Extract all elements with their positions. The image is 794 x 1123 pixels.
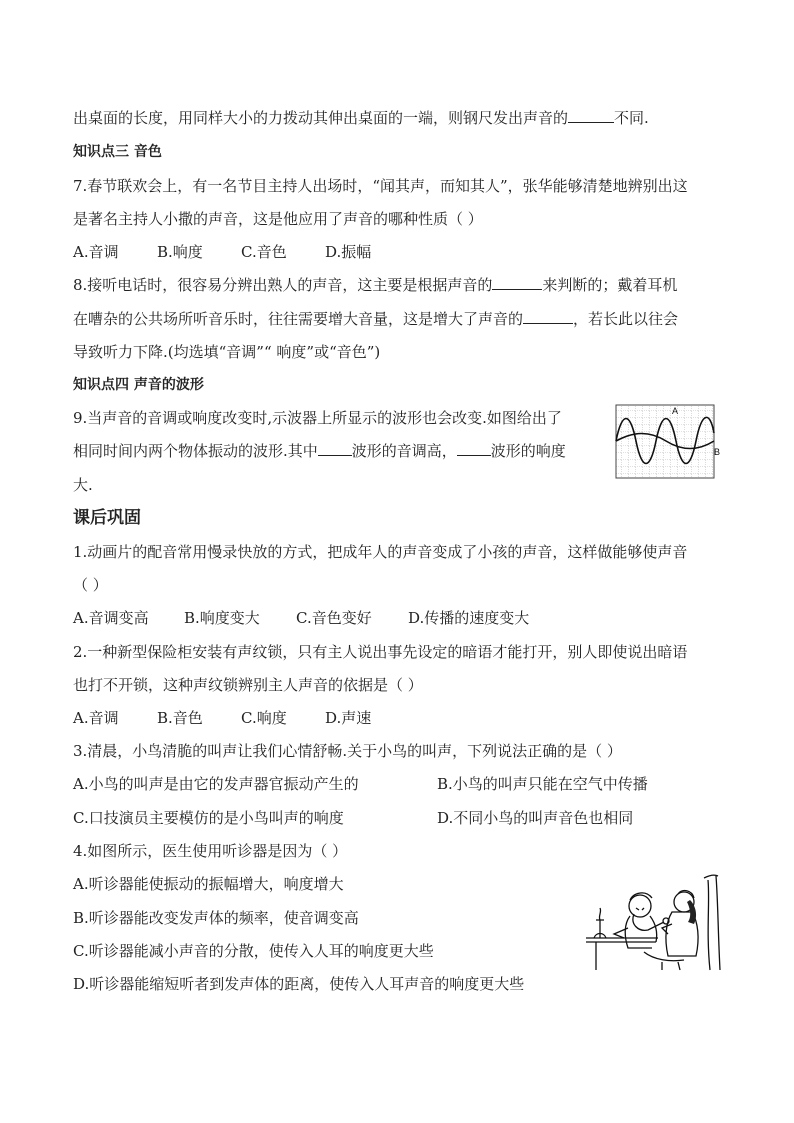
r-q4-option-b[interactable]: B.听诊器能改变发声体的频率，使音调变高 <box>73 909 359 927</box>
r-q2-option-a[interactable]: A.音调 <box>73 709 119 727</box>
q9-text: 波形的音调高， <box>351 442 457 460</box>
q7-option-b[interactable]: B.响度 <box>157 243 203 261</box>
answer-blank[interactable] <box>568 108 614 123</box>
r-q2-option-d[interactable]: D.声速 <box>325 709 372 727</box>
r-q4-line1: 4.如图所示，医生使用听诊器是因为（ ） <box>73 842 348 860</box>
q9-line2 <box>73 441 566 461</box>
r-q1-option-d[interactable]: D.传播的速度变大 <box>408 609 530 627</box>
kp4-heading: 知识点四 声音的波形 <box>73 377 204 393</box>
q7-option-c[interactable]: C.音色 <box>241 243 287 261</box>
r-q1-line1: 1.动画片的配音常用慢录快放的方式，把成年人的声音变成了小孩的声音，这样做能够使声音 <box>73 543 688 561</box>
kp3-heading: 知识点三 音色 <box>73 144 162 160</box>
r-q2-line1: 2.一种新型保险柜安装有声纹锁，只有主人说出事先设定的暗语才能打开，别人即使说出暗语 <box>73 643 688 661</box>
r-q1-line2: （ ） <box>73 576 108 594</box>
q8-text: 8.接听电话时，很容易分辨出熟人的声音，这主要是根据声音的 <box>73 276 493 294</box>
r-q3-option-c[interactable]: C.口技演员主要模仿的是小鸟叫声的响度 <box>73 809 344 827</box>
q8-text: 在嘈杂的公共场所听音乐时，往往需要增大音量，这是增大了声音的 <box>73 310 524 328</box>
oscilloscope-waveform-figure <box>614 403 722 481</box>
q7-line1: 7.春节联欢会上，有一名节目主持人出场时，“闻其声，而知其人”，张华能够清楚地辨别出这 <box>73 177 688 195</box>
r-q1-option-b[interactable]: B.响度变大 <box>184 609 260 627</box>
r-q2-option-c[interactable]: C.响度 <box>241 709 287 727</box>
q9-line3: 大. <box>73 476 93 494</box>
r-q1-option-c[interactable]: C.音色变好 <box>296 609 372 627</box>
q8-line2 <box>73 309 678 329</box>
q8-line1 <box>73 275 677 295</box>
answer-blank[interactable] <box>457 441 491 456</box>
q8-line3: 导致听力下降.(均选填“音调”“ 响度”或“音色”) <box>73 343 381 361</box>
intro-text: 出桌面的长度，用同样大小的力拨动其伸出桌面的一端，则钢尺发出声音的 <box>73 109 569 127</box>
r-q3-option-a[interactable]: A.小鸟的叫声是由它的发声器官振动产生的 <box>73 775 359 793</box>
r-q2-line2: 也打不开锁，这种声纹锁辨别主人声音的依据是（ ） <box>73 676 423 694</box>
q9-text: 波形的响度 <box>490 442 566 460</box>
r-q3-line1: 3.清晨，小鸟清脆的叫声让我们心情舒畅.关于小鸟的叫声，下列说法正确的是（ ） <box>73 742 622 760</box>
answer-blank[interactable] <box>523 309 573 324</box>
r-q4-option-a[interactable]: A.听诊器能使振动的振幅增大，响度增大 <box>73 875 344 893</box>
review-heading: 课后巩固 <box>73 508 141 528</box>
wave-label-a: A <box>672 406 679 416</box>
q9-line1: 9.当声音的音调或响度改变时,示波器上所显示的波形也会改变.如图给出了 <box>73 409 562 427</box>
answer-blank[interactable] <box>492 275 542 290</box>
r-q3-option-b[interactable]: B.小鸟的叫声只能在空气中传播 <box>437 775 648 793</box>
r-q2-option-b[interactable]: B.音色 <box>157 709 203 727</box>
r-q1-option-a[interactable]: A.音调变高 <box>73 609 149 627</box>
answer-blank[interactable] <box>318 441 352 456</box>
q8-text: ，若长此以往会 <box>573 310 679 328</box>
q7-option-a[interactable]: A.音调 <box>73 243 119 261</box>
intro-text-end: 不同. <box>614 109 649 127</box>
r-q3-option-d[interactable]: D.不同小鸟的叫声音色也相同 <box>437 809 634 827</box>
wave-label-b: B <box>714 447 721 457</box>
q8-text: 来判断的；戴着耳机 <box>542 276 678 294</box>
q7-line2: 是著名主持人小撒的声音，这是他应用了声音的哪种性质（ ） <box>73 210 483 228</box>
r-q4-option-c[interactable]: C.听诊器能减小声音的分散，使传入人耳的响度更大些 <box>73 942 434 960</box>
intro-line <box>73 108 649 128</box>
q7-option-d[interactable]: D.振幅 <box>325 243 372 261</box>
q9-text: 相同时间内两个物体振动的波形.其中 <box>73 442 318 460</box>
r-q4-option-d[interactable]: D.听诊器能缩短听者到发声体的距离，使传入人耳声音的响度更大些 <box>73 975 525 993</box>
doctor-stethoscope-illustration <box>584 872 722 972</box>
